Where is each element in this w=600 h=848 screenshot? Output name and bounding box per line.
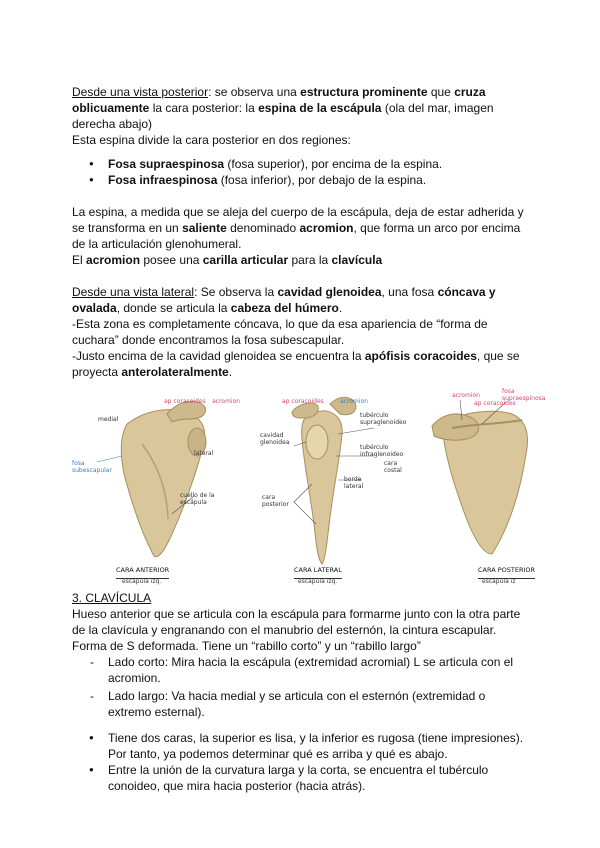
label-acromion-lat: acromion (340, 398, 368, 405)
clavicula-dash-list (72, 654, 527, 720)
label-cavidad-glenoidea: cavidad glenoidea (260, 432, 290, 446)
caption-anterior: CARA ANTERIOR (116, 562, 169, 579)
posterior-view-panel (422, 384, 546, 585)
lateral-p3: -Justo encima de la cavidad glenoidea se encuentra la apófisis coracoides, que se proyecta anterolateralmente. (72, 349, 520, 379)
clavicula-heading: 3. CLAVÍCULA (72, 591, 152, 605)
list-item: ● Entre la unión de la curvatura larga y la corta, se encuentra el tubérculo conoideo, que mira hacia posterior (hacia atrás). (72, 762, 527, 794)
label-cuello: cuello de la escápula (180, 492, 215, 506)
lateral-view-panel (232, 384, 407, 585)
anterior-view-panel (72, 384, 240, 585)
lateral-paragraph: Desde una vista lateral: Se observa la cavidad glenoidea, una fosa cóncava y ovalada, donde se articula la cabeza del húmero. (72, 285, 496, 315)
label-borde-lateral: borde lateral (344, 476, 364, 490)
divide-line: Esta espina divide la cara posterior en dos regiones: (72, 133, 351, 147)
label-tuberculo-supraglenoideo: tubérculo supraglenoideo (360, 412, 407, 426)
list-item: ● Fosa supraespinosa (fosa superior), por encima de la espina. (72, 156, 527, 172)
subcaption-lateral: escápula izq. (298, 578, 338, 585)
clavicula-bullet-list (72, 730, 527, 794)
acromion-paragraph: La espina, a medida que se aleja del cuerpo de la escápula, deja de estar adherida y se transforma en un saliente denominado acromion, que forma un arco por encima de la articulación glenohumeral. (72, 205, 524, 251)
list-item: - Lado corto: Mira hacia la escápula (extremidad acromial) L se articula con el acromion. (72, 654, 527, 686)
scapula-figure (72, 384, 546, 585)
scapula-anterior-illustration (72, 384, 222, 584)
list-item: ● Fosa infraespinosa (fosa inferior), por debajo de la espina. (72, 172, 527, 188)
label-tuberculo-infraglenoideo: tubérculo infraglenoideo (360, 444, 404, 458)
label-medial: medial (98, 416, 119, 423)
acromion-line-2: El acromion posee una carilla articular para la clavícula (72, 253, 383, 267)
label-coracoides-post: ap coracoides (474, 400, 516, 407)
label-coracoides-lat: ap coracoides (282, 398, 324, 405)
label-cara-costal: cara costal (384, 460, 402, 474)
lateral-p2: -Esta zona es completamente cóncava, lo que da esa apariencia de “forma de cuchara” donde encontramos la fosa subescapular. (72, 317, 488, 347)
label-acromion: acromion (212, 398, 240, 405)
document-page (72, 84, 546, 794)
caption-posterior: CARA POSTERIOR (478, 562, 535, 579)
subcaption-anterior: escápula izq. (122, 578, 162, 585)
list-item: - Lado largo: Va hacia medial y se articula con el esternón (extremidad o extremo esternal). (72, 688, 527, 720)
lateral-heading: Desde una vista lateral (72, 285, 195, 299)
label-coracoides: ap coracoides (164, 398, 206, 405)
list-item: ● Tiene dos caras, la superior es lisa, y la inferior es rugosa (tiene impresiones). Por tanto, ya podemos determinar qué es arriba y qué es abajo. (72, 730, 527, 762)
clavicula-p1: Hueso anterior que se articula con la escápula para formarme junto con la otra parte de la clavícula y engranando con el manubrio del esternón, la cintura escapular. (72, 607, 521, 637)
label-fosa-subescapular: fosa subescapular (72, 460, 112, 474)
label-lateral: lateral (194, 450, 214, 457)
label-cara-posterior: cara posterior (262, 494, 289, 508)
caption-lateral: CARA LATERAL (294, 562, 342, 579)
posterior-heading: Desde una vista posterior (72, 85, 209, 99)
scapula-posterior-illustration (422, 384, 527, 584)
fosas-list (72, 156, 527, 188)
clavicula-p2: Forma de S deformada. Tiene un “rabillo corto” y un “rabillo largo” (72, 639, 421, 653)
posterior-paragraph: Desde una vista posterior: se observa una estructura prominente que cruza oblicuamente la cara posterior: la espina de la escápula (ola del mar, imagen derecha abajo) (72, 85, 494, 131)
label-acromion-post: acromion (452, 392, 480, 399)
label-fosa-supraespinosa: fosa supraespinosa (502, 388, 546, 402)
subcaption-posterior: escápula iz (482, 578, 516, 585)
